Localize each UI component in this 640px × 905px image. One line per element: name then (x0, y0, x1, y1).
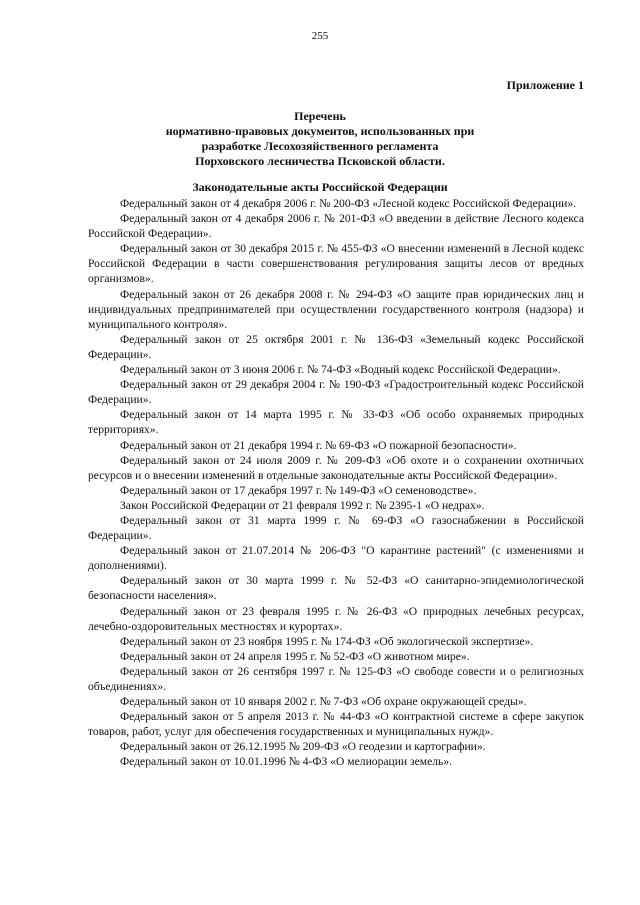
list-item: Федеральный закон от 21 декабря 1994 г. № 69-ФЗ «О пожарной безопасности». (120, 438, 517, 452)
list-item: Федеральный закон от 10 января 2002 г. № 7-ФЗ «Об охране окружающей среды». (120, 695, 527, 709)
page-number: 255 (311, 30, 329, 42)
list-item: Федеральный закон от 24 июля 2009 г. № 209-ФЗ «Об охоте и о сохранении охотничьих ресурсов и о внесении изменений в отдельные законодательные акты Российской Федерации». (88, 453, 584, 482)
title-line: Порховского лесничества Псковской области. (195, 154, 445, 168)
list-item: Федеральный закон от 17 декабря 1997 г. № 149-ФЗ «О семеноводстве». (120, 483, 477, 497)
law-list (88, 196, 584, 770)
list-item: Федеральный закон от 31 марта 1999 г. № 69-ФЗ «О газоснабжении в Российской Федерации». (88, 513, 584, 543)
list-item: Федеральный закон от 4 декабря 2006 г. № 200-ФЗ «Лесной кодекс Российской Федерации». (120, 197, 577, 210)
list-item: Федеральный закон от 3 июня 2006 г. № 74-ФЗ «Водный кодекс Российской Федерации». (120, 363, 561, 377)
title-line: Перечень (294, 109, 346, 123)
list-item: Федеральный закон от 30 марта 1999 г. № 52-ФЗ «О санитарно-эпидемиологической безопасности населения». (88, 574, 584, 603)
list-item: Федеральный закон от 26 сентября 1997 г. № 125-ФЗ «О свободе совести и о религиозных объединениях». (88, 664, 584, 693)
list-item: Федеральный закон от 5 апреля 2013 г. № 44-ФЗ «О контрактной системе в сфере закупок товаров, работ, услуг для обеспечения государственных и муниципальных нужд». (88, 710, 584, 739)
list-item: Федеральный закон от 25 октября 2001 г. № 136-ФЗ «Земельный кодекс Российской Федерации». (88, 332, 584, 361)
list-item: Федеральный закон от 26.12.1995 № 209-ФЗ «О геодезии и картографии». (120, 740, 486, 754)
list-item: Федеральный закон от 24 апреля 1995 г. № 52-ФЗ «О животном мире». (120, 649, 470, 663)
list-item: Федеральный закон от 23 ноября 1995 г. № 174-ФЗ «Об экологической экспертизе». (120, 634, 534, 648)
list-item: Федеральный закон от 30 декабря 2015 г. № 455-ФЗ «О внесении изменений в Лесной кодекс Российской Федерации в части совершенствования регулирования защиты лесов от вредных организмов». (88, 242, 584, 286)
list-item: Федеральный закон от 14 марта 1995 г. № 33-ФЗ «Об особо охраняемых природных территориях». (88, 408, 584, 437)
section-heading: Законодательные акты Российской Федерации (192, 180, 448, 194)
list-item: Федеральный закон от 21.07.2014 № 206-ФЗ "О карантине растений" (с изменениями и дополнениями). (88, 544, 584, 573)
title-line: разработке Лесохозяйственного регламента (201, 139, 439, 153)
list-item: Закон Российской Федерации от 21 февраля 1992 г. № 2395-1 «О недрах». (120, 498, 485, 512)
document-title (0, 109, 640, 169)
list-item: Федеральный закон от 4 декабря 2006 г. № 201-ФЗ «О введении в действие Лесного кодекса Российской Федерации». (88, 212, 584, 241)
appendix-label: Приложение 1 (506, 78, 584, 92)
list-item: Федеральный закон от 26 декабря 2008 г. № 294-ФЗ «О защите прав юридических лиц и индивидуальных предпринимателей при осуществлении государственного контроля (надзора) и муниципального контроля». (88, 287, 584, 331)
list-item: Федеральный закон от 10.01.1996 № 4-ФЗ «О мелиорации земель». (120, 755, 453, 769)
list-item: Федеральный закон от 29 декабря 2004 г. № 190-ФЗ «Градостроительный кодекс Российской Федерации». (88, 378, 584, 407)
title-line: нормативно-правовых документов, использованных при (165, 124, 475, 138)
list-item: Федеральный закон от 23 февраля 1995 г. № 26-ФЗ «О природных лечебных ресурсах, лечебно-оздоровительных местностях и курортах». (88, 604, 584, 633)
